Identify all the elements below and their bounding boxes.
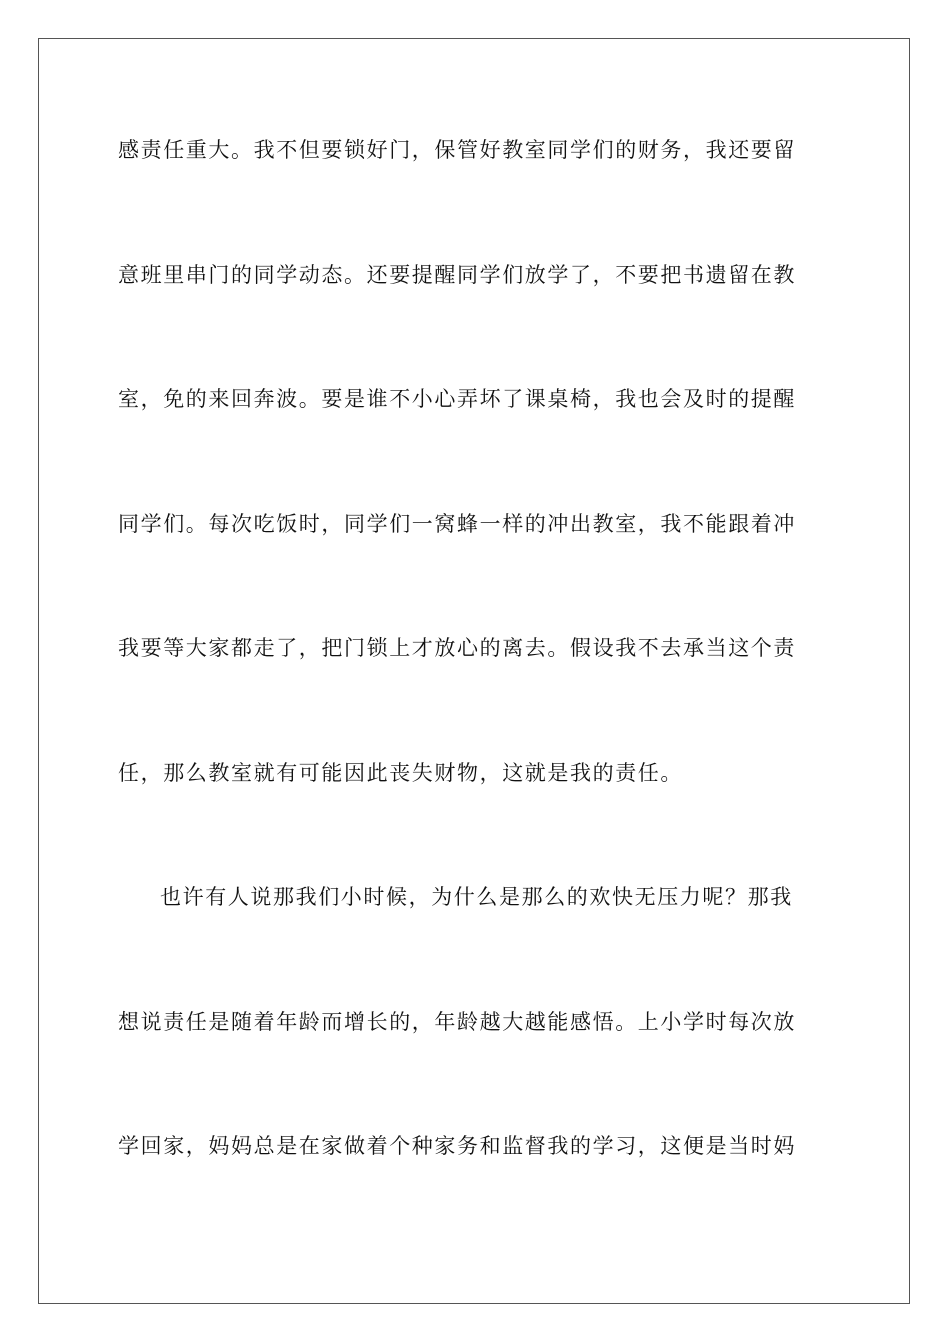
- paragraph-line: 室，免的来回奔波。要是谁不小心弄坏了课桌椅，我也会及时的提醒: [118, 387, 796, 411]
- paragraph-line: 我要等大家都走了，把门锁上才放心的离去。假设我不去承当这个责: [118, 636, 796, 660]
- paragraph-first-line: 也许有人说那我们小时候，为什么是那么的欢快无压力呢？那我: [160, 885, 793, 909]
- paragraph-line: 同学们。每次吃饭时，同学们一窝蜂一样的冲出教室，我不能跟着冲: [118, 512, 796, 536]
- paragraph-line: 意班里串门的同学动态。还要提醒同学们放学了，不要把书遗留在教: [118, 263, 796, 287]
- paragraph-line: 感责任重大。我不但要锁好门，保管好教室同学们的财务，我还要留: [118, 138, 796, 162]
- page-border: [38, 38, 910, 1304]
- paragraph-line: 学回家，妈妈总是在家做着个种家务和监督我的学习，这便是当时妈: [118, 1134, 796, 1158]
- paragraph-line: 任，那么教室就有可能因此丧失财物，这就是我的责任。: [118, 761, 683, 785]
- paragraph-line: 想说责任是随着年龄而增长的，年龄越大越能感悟。上小学时每次放: [118, 1010, 796, 1034]
